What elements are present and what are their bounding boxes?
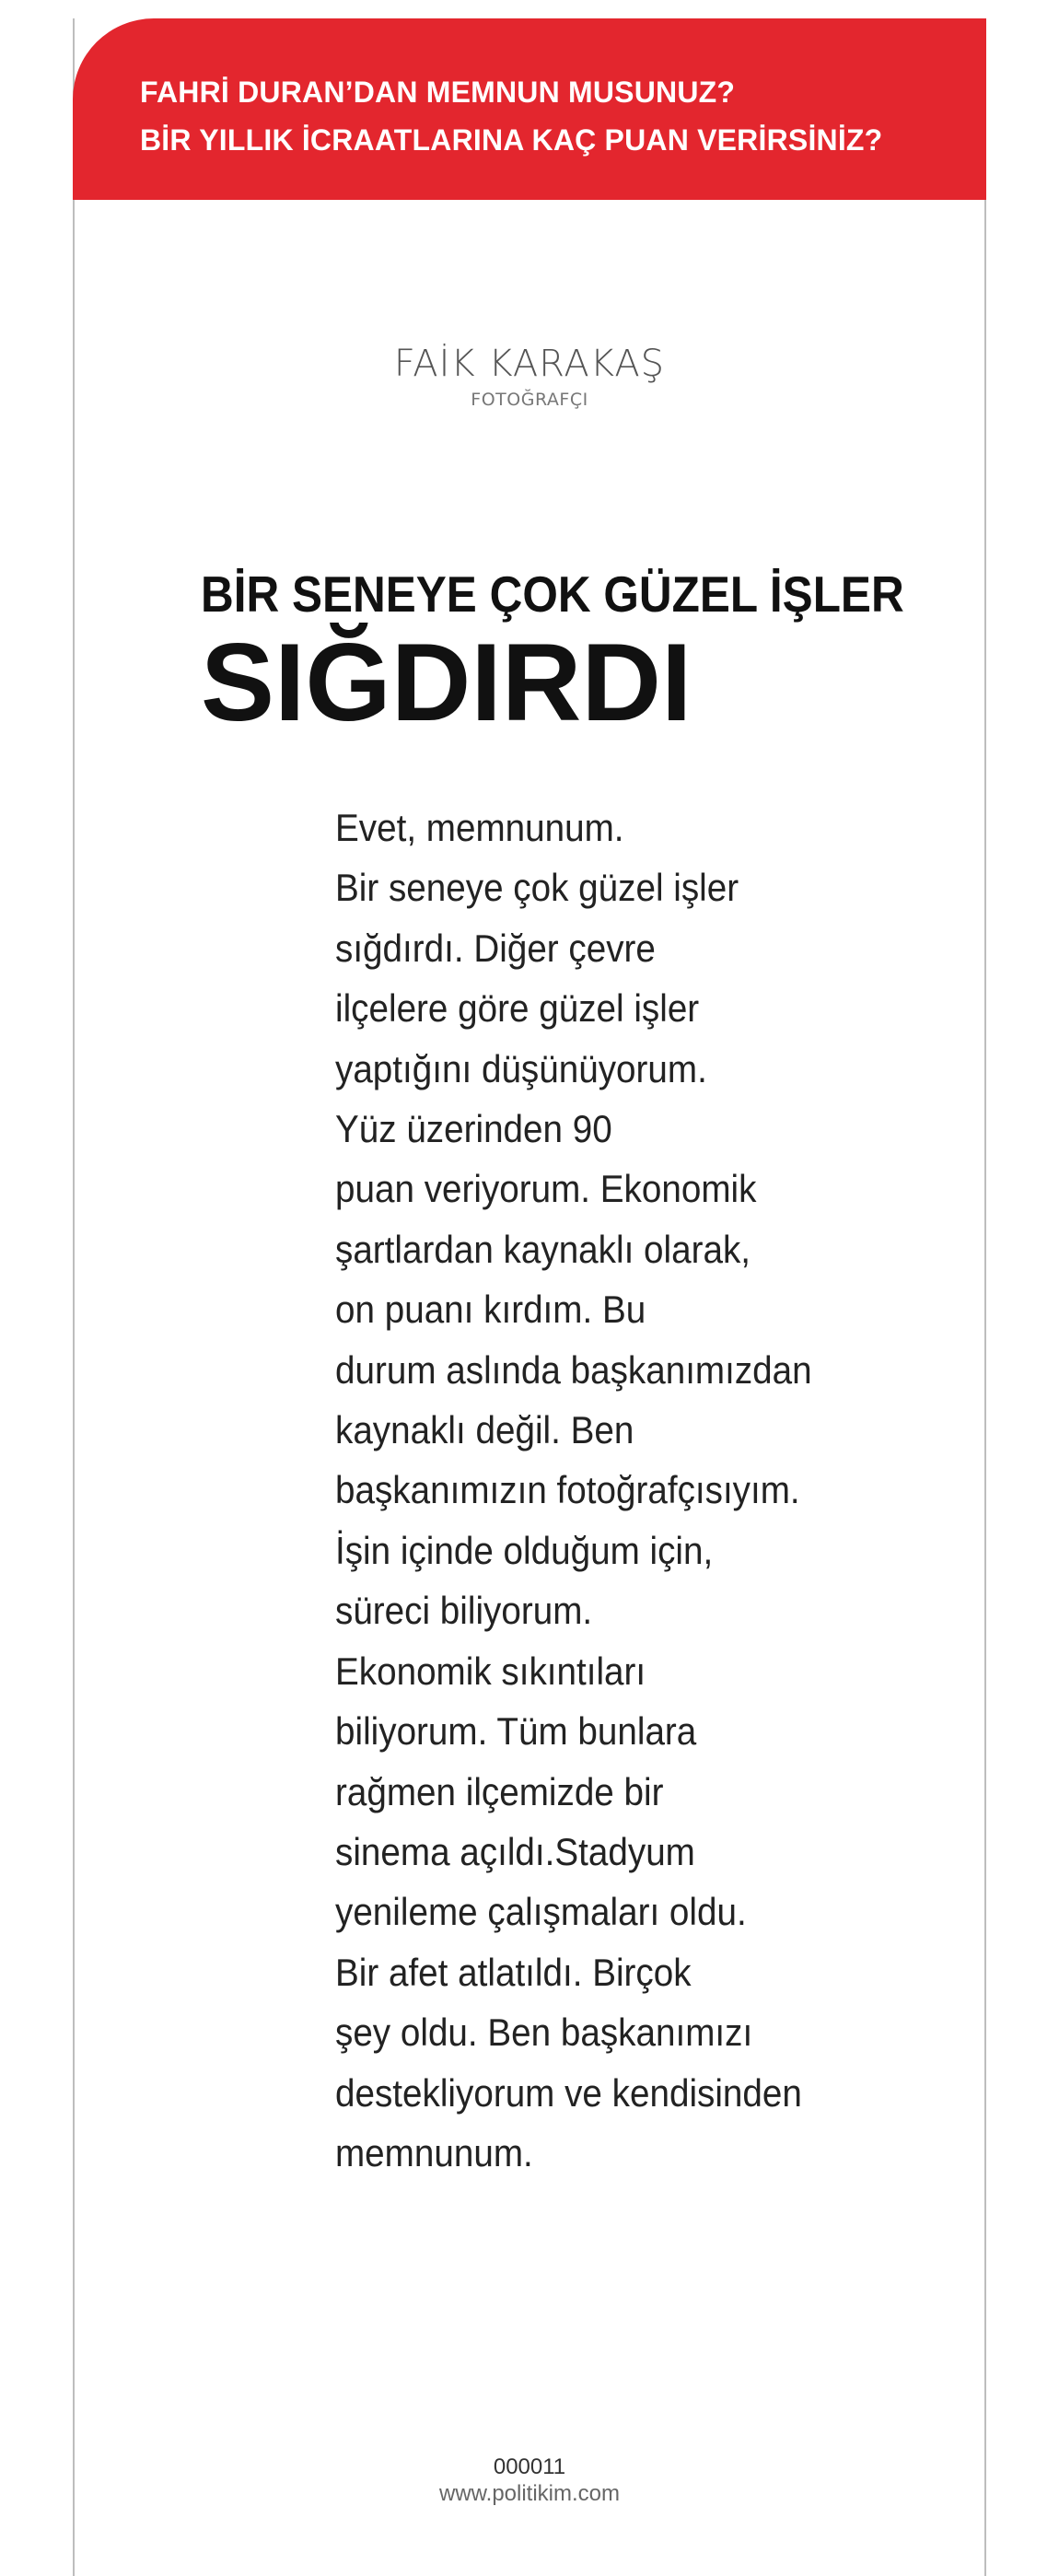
respondent-block — [0, 341, 1059, 411]
answer-line: Bir seneye çok güzel işler — [335, 866, 739, 910]
respondent-name: FAİK KARAKAŞ — [393, 343, 666, 385]
answer-line: İşin içinde olduğum için, — [335, 1528, 714, 1572]
answer-line: on puanı kırdım. Bu — [335, 1288, 646, 1332]
headline-line-1: BİR SENEYE ÇOK GÜZEL İŞLER — [201, 565, 904, 623]
answer-line: Evet, memnunum. — [335, 806, 624, 849]
answer-line: puan veriyorum. Ekonomik — [335, 1167, 757, 1211]
answer-line: biliyorum. Tüm bunlara — [335, 1709, 697, 1754]
answer-line: Yüz üzerinden 90 — [335, 1107, 612, 1151]
answer-line: rağmen ilçemizde bir — [335, 1769, 664, 1813]
answer-line: sığdırdı. Diğer çevre — [335, 926, 656, 970]
answer-line: memnunum. — [335, 2130, 533, 2174]
answer-line: sinema açıldı.Stadyum — [335, 1829, 695, 1873]
answer-line: başkanımızın fotoğrafçısıyım. — [335, 1468, 800, 1512]
headline-line-2: SIĞDIRDI — [201, 621, 692, 744]
page-number: 000011 — [493, 2454, 566, 2479]
answer-line: Bir afet atlatıldı. Birçok — [335, 1950, 692, 1994]
banner-question-line-2: BİR YILLIK İCRAATLARINA KAÇ PUAN VERİRSİNİZ? — [140, 123, 883, 157]
answer-line: ilçelere göre güzel işler — [335, 986, 700, 1031]
respondent-role: FOTOĞRAFÇI — [471, 390, 588, 410]
answer-line: yaptığını düşünüyorum. — [335, 1046, 707, 1090]
answer-line: süreci biliyorum. — [335, 1589, 593, 1633]
answer-line: şey oldu. Ben başkanımızı — [335, 2011, 753, 2055]
headline — [201, 564, 983, 742]
website-link[interactable]: www.politikim.com — [438, 2481, 621, 2506]
answer-line: yenileme çalışmaları oldu. — [335, 1890, 747, 1934]
answer-line: durum aslında başkanımızdan — [335, 1347, 812, 1392]
question-banner — [73, 18, 986, 200]
answer-line: Ekonomik sıkıntıları — [335, 1649, 646, 1693]
answer-body — [335, 798, 906, 2183]
answer-line: şartlardan kaynaklı olarak, — [335, 1227, 751, 1271]
page-footer — [0, 2454, 1059, 2507]
answer-line: kaynaklı değil. Ben — [335, 1408, 634, 1452]
answer-line: destekliyorum ve kendisinden — [335, 2070, 802, 2115]
banner-question-line-1: FAHRİ DURAN’DAN MEMNUN MUSUNUZ? — [140, 76, 736, 109]
